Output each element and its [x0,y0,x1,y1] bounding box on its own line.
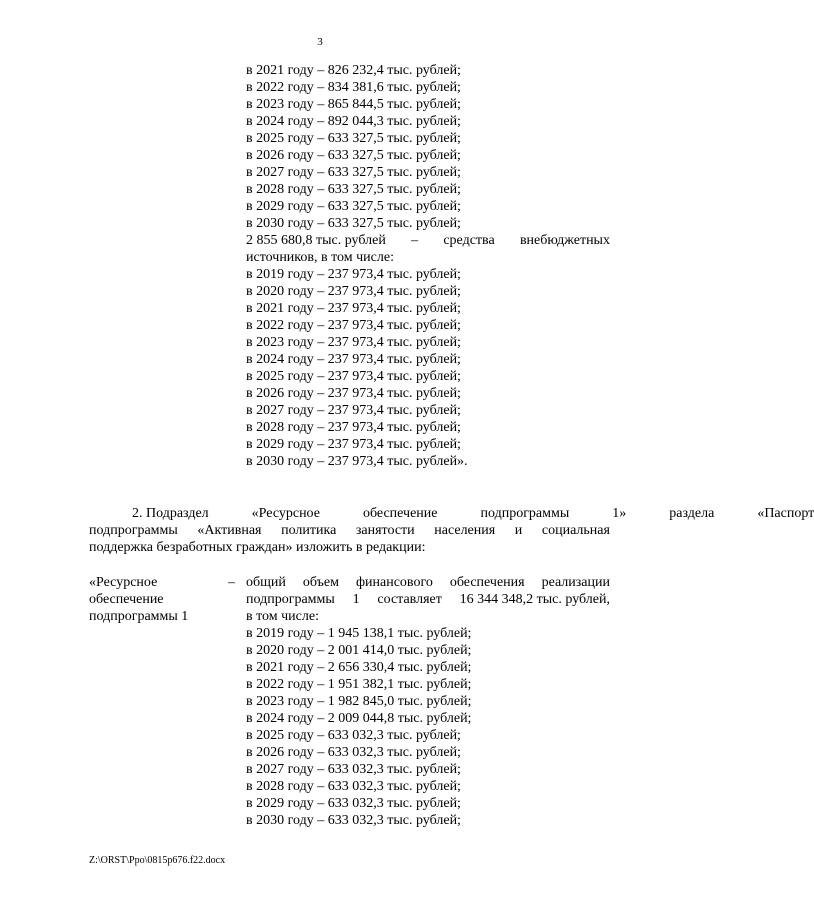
funding-line: в 2030 году – 237 973,4 тыс. рублей». [246,454,468,469]
funding-line: в 2021 году – 2 656 330,4 тыс. рублей; [246,660,472,675]
funding-line: в 2027 году – 237 973,4 тыс. рублей; [246,403,461,418]
word: социальная [541,523,610,538]
word: и [514,523,523,538]
dash: – [411,233,419,248]
funding-line: в 2027 году – 633 032,3 тыс. рублей; [246,762,461,777]
funding-line: в 2026 году – 633 032,3 тыс. рублей; [246,745,461,760]
amendment-paragraph [89,505,814,556]
subprogram-funding [246,574,610,829]
word: обеспечение [362,506,438,521]
word: подпрограммы [480,506,570,521]
word: 2. Подраздел [132,506,209,521]
paragraph-line-3: поддержка безработных граждан» изложить в редакции: [89,540,426,555]
file-path-footer: Z:\ORST\Ppo\0815p676.f22.docx [89,855,226,866]
word: 1 [352,592,360,607]
total-funding-line-3: в том числе: [246,609,319,624]
word: средства [443,233,495,248]
funding-line: в 2019 году – 1 945 138,1 тыс. рублей; [246,626,472,641]
word: подпрограммы [246,592,335,607]
word: обеспечения [449,575,525,590]
funding-line: в 2029 году – 633 327,5 тыс. рублей; [246,199,461,214]
funding-line: в 2030 году – 633 032,3 тыс. рублей; [246,813,461,828]
paragraph-line-2 [89,522,610,539]
funding-line: в 2027 году – 633 327,5 тыс. рублей; [246,165,461,180]
funding-line: в 2028 году – 633 032,3 тыс. рублей; [246,779,461,794]
label-line: «Ресурсное [89,575,158,590]
funding-line: в 2024 году – 892 044,3 тыс. рублей; [246,114,461,129]
funding-line: в 2024 году – 2 009 044,8 тыс. рублей; [246,711,472,726]
funding-line: в 2028 году – 237 973,4 тыс. рублей; [246,420,461,435]
word: подпрограммы [89,523,178,538]
word: «Активная [197,523,262,538]
word: политика [281,523,337,538]
page-number: 3 [317,36,323,48]
label-dash: – [228,575,235,590]
funding-line: в 2026 году – 237 973,4 тыс. рублей; [246,386,461,401]
word: реализации [541,575,610,590]
funding-line: в 2022 году – 834 381,6 тыс. рублей; [246,80,461,95]
funding-line: в 2023 году – 1 982 845,0 тыс. рублей; [246,694,472,709]
funding-line: в 2025 году – 633 032,3 тыс. рублей; [246,728,461,743]
resource-provision-label [89,574,229,625]
label-line: обеспечение [89,592,164,607]
word: «Ресурсное [251,506,320,521]
funding-line: в 2019 году – 237 973,4 тыс. рублей; [246,267,461,282]
funding-line: в 2025 году – 237 973,4 тыс. рублей; [246,369,461,384]
extrabudgetary-heading-line-2: источников, в том числе: [246,250,394,265]
word: составляет [377,592,442,607]
funding-line: в 2021 году – 237 973,4 тыс. рублей; [246,301,461,316]
total-funding-line-2 [246,591,610,608]
total-funding-line-1 [246,574,610,591]
funding-line: в 2021 году – 826 232,4 тыс. рублей; [246,63,461,78]
funding-line: в 2020 году – 237 973,4 тыс. рублей; [246,284,461,299]
funding-line: в 2025 году – 633 327,5 тыс. рублей; [246,131,461,146]
word: внебюджетных [519,233,610,248]
funding-line: в 2022 году – 237 973,4 тыс. рублей; [246,318,461,333]
funding-line: в 2026 году – 633 327,5 тыс. рублей; [246,148,461,163]
funding-line: в 2029 году – 237 973,4 тыс. рублей; [246,437,461,452]
word: 1» [612,506,627,521]
word: занятости [355,523,415,538]
funding-line: в 2022 году – 1 951 382,1 тыс. рублей; [246,677,472,692]
funding-line: в 2029 году – 633 032,3 тыс. рублей; [246,796,461,811]
funding-list-continued [246,62,610,470]
funding-lines-bottom [246,266,610,470]
extrabudgetary-heading-line [246,232,610,249]
word: раздела [669,506,715,521]
word: общий [246,575,286,590]
funding-line: в 2023 году – 865 844,5 тыс. рублей; [246,97,461,112]
funding-line: в 2020 году – 2 001 414,0 тыс. рублей; [246,643,472,658]
extrabudgetary-amount: 2 855 680,8 тыс. рублей [246,233,386,248]
funding-line: в 2028 году – 633 327,5 тыс. рублей; [246,182,461,197]
funding-line: в 2030 году – 633 327,5 тыс. рублей; [246,216,461,231]
word: объем [302,575,339,590]
total-amount: 16 344 348,2 тыс. рублей, [459,592,610,607]
paragraph-line-1 [89,505,814,522]
funding-lines-top [246,62,610,232]
funding-line: в 2023 году – 237 973,4 тыс. рублей; [246,335,461,350]
word: финансового [355,575,433,590]
word: населения [434,523,496,538]
funding-line: в 2024 году – 237 973,4 тыс. рублей; [246,352,461,367]
label-line: подпрограммы 1 [89,609,189,624]
word: «Паспорт [757,506,814,521]
